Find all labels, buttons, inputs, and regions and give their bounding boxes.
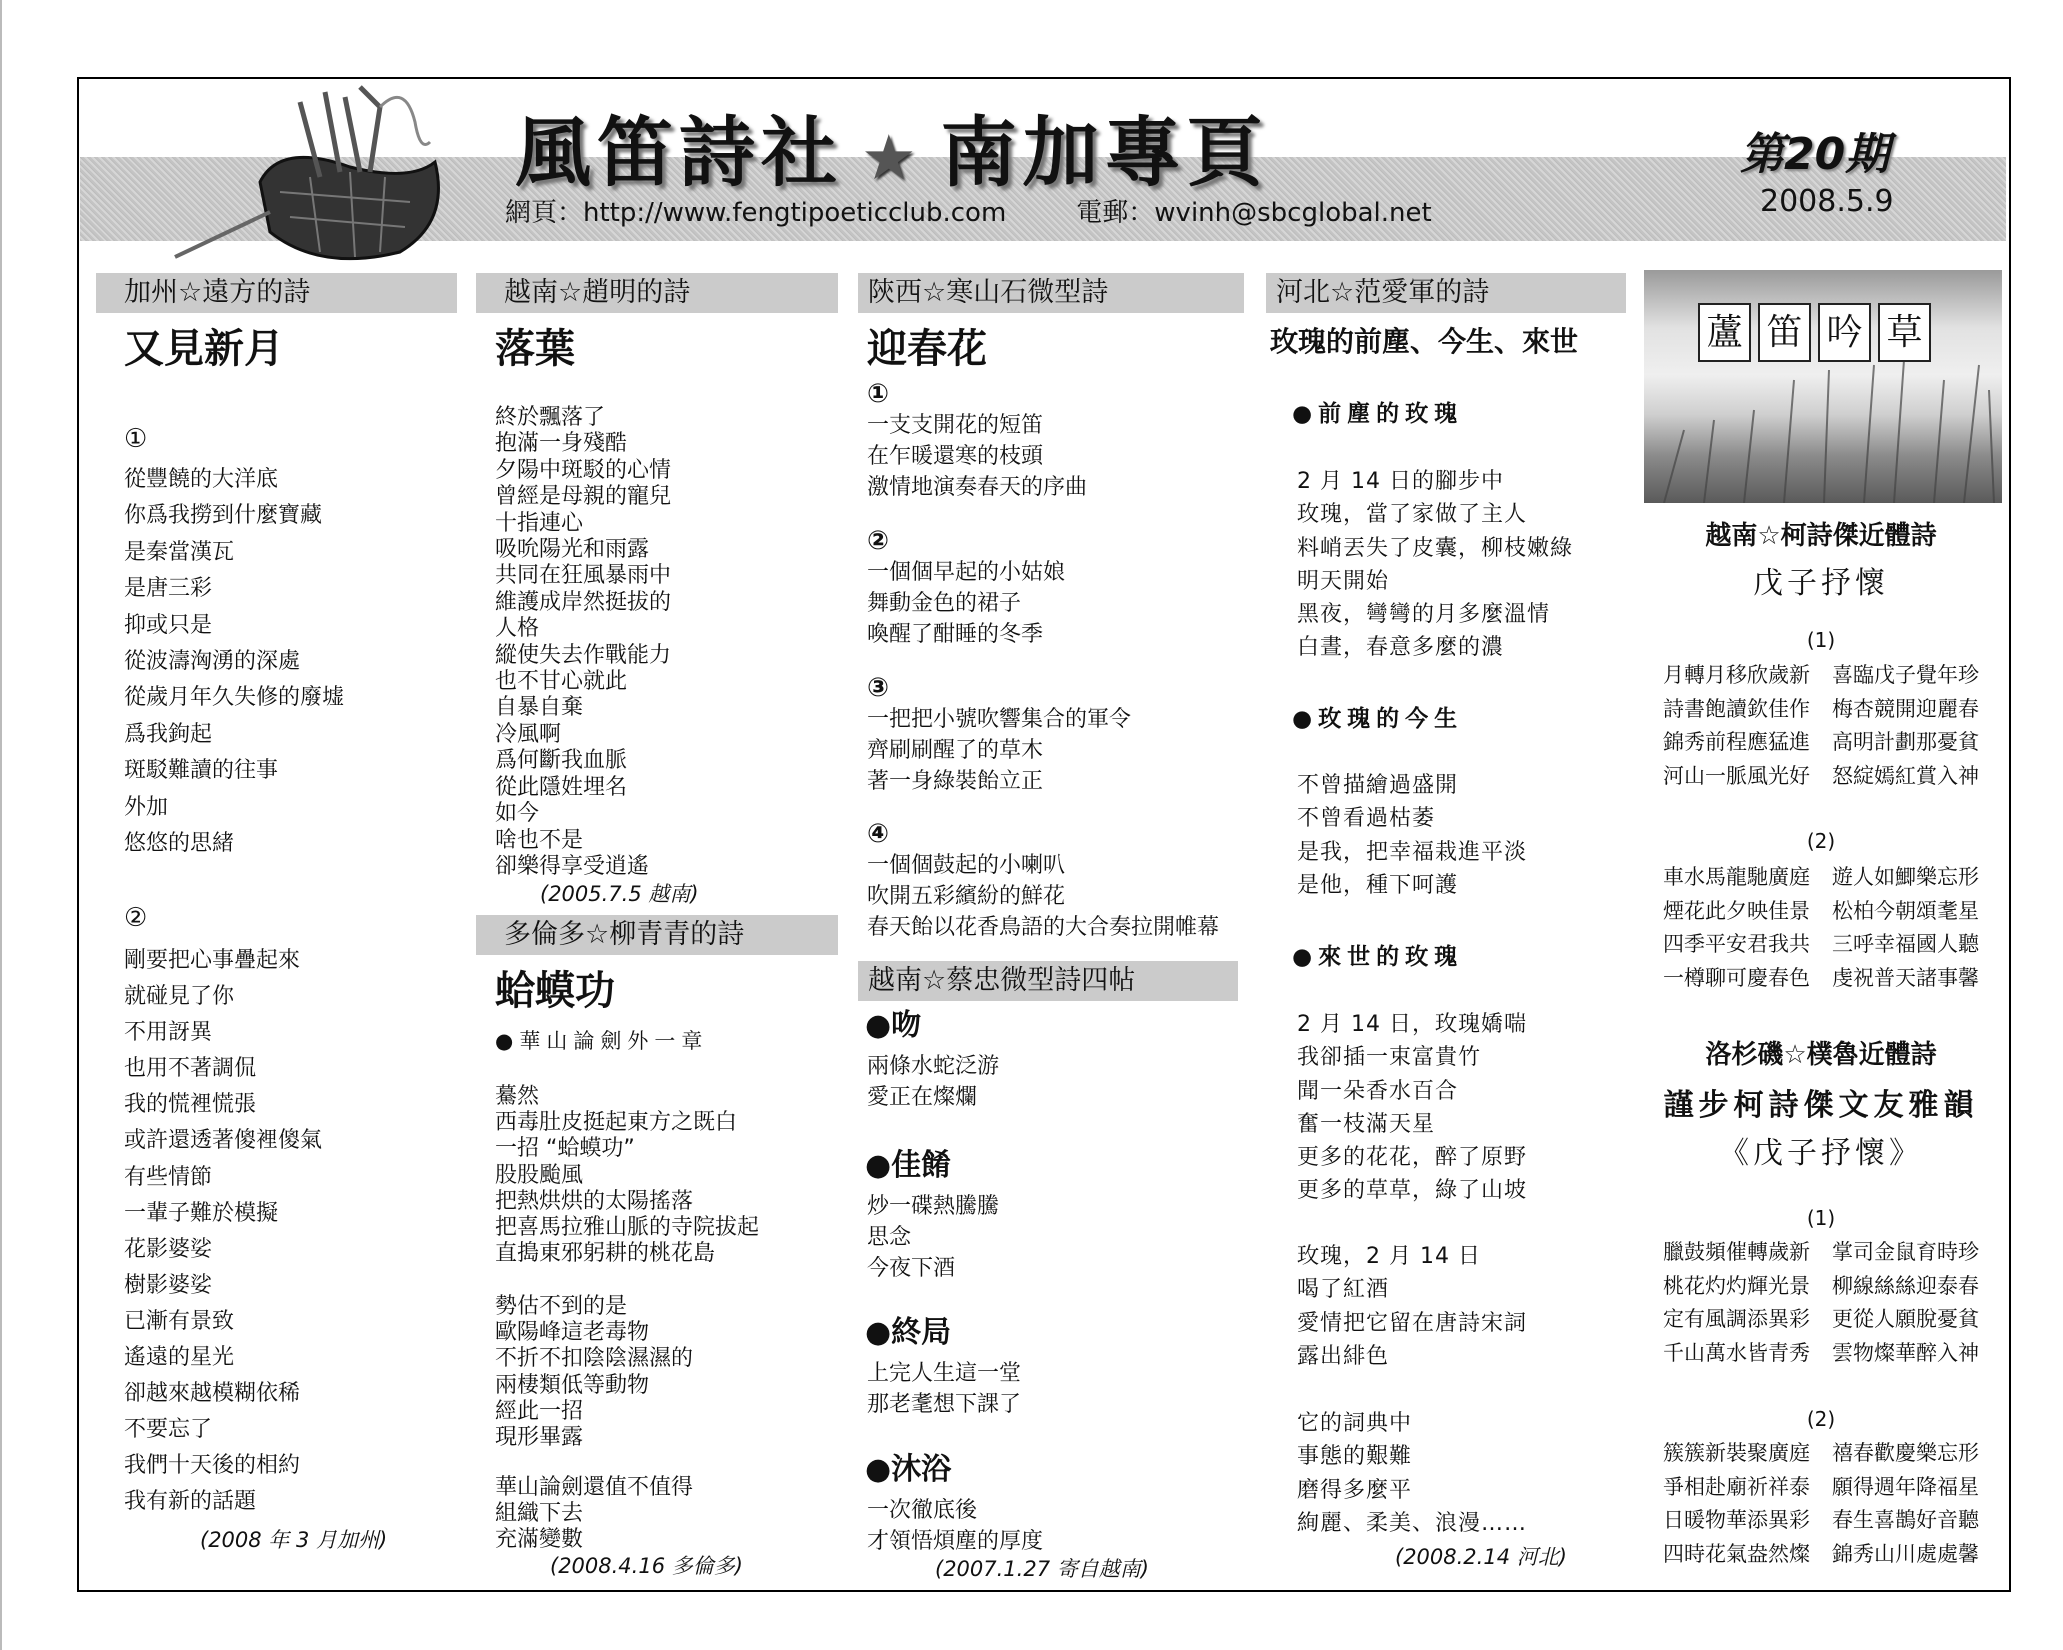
poem-line: 思念 [867, 1225, 912, 1250]
couplet-first-half: 四季平安君我共 [1663, 932, 1810, 957]
poem-line: 一個個鼓起的小喇叭 [867, 853, 1066, 878]
couplet-second-half: 柳線絲絲迎泰春 [1832, 1273, 1979, 1298]
poem-line: 不用訝異 [124, 1020, 213, 1046]
poem-line: 從豐饒的大洋底 [124, 467, 279, 492]
poem-line: 你爲我撈到什麼寶藏 [124, 503, 323, 529]
poem-line: 也不甘心就此 [495, 669, 628, 695]
couplet-second-half: 願得週年降福星 [1832, 1474, 1979, 1499]
poem-line: 一個個早起的小姑娘 [867, 560, 1066, 585]
poem-line: 直搗東邪躬耕的桃花島 [495, 1241, 716, 1267]
col2-signature2: (2008.4.16 多倫多) [550, 1554, 743, 1578]
micro-poem-lines [867, 1358, 1021, 1420]
col5-title1: 戊子抒懷 [1753, 566, 1889, 601]
couplet-line [1636, 1270, 2006, 1304]
col1-mark1: ① [124, 424, 148, 454]
col5-q2 [1636, 1437, 2006, 1571]
website-link[interactable]: 網頁：http://www.fengtipoeticclub.com [505, 198, 1007, 228]
couplet-first-half: 臘鼓頻催轉歲新 [1663, 1240, 1810, 1264]
col5-p1 [1636, 659, 2006, 793]
couplet-first-half: 定有風調添異彩 [1663, 1307, 1810, 1332]
banner-boxes [1698, 303, 1931, 362]
col3-title: 迎春花 [867, 326, 987, 372]
col3-header2: 越南☆蔡忠微型詩四帖 [858, 961, 1238, 1001]
poem-line: 著一身綠裝飴立正 [867, 769, 1044, 794]
couplet-second-half: 禧春歡慶樂忘形 [1832, 1441, 1979, 1465]
poem-line: 維護成岸然挺拔的 [495, 589, 672, 615]
email-link[interactable]: 電郵：wvinh@sbcglobal.net [1076, 198, 1432, 228]
couplet-second-half: 春生喜鵲好音聽 [1832, 1508, 1979, 1533]
poem-line: 炒一碟熱騰騰 [867, 1194, 1000, 1219]
poem-line: 今夜下酒 [867, 1256, 956, 1281]
poem-line: 十指連心 [495, 510, 584, 536]
banner-char: 蘆 [1698, 303, 1751, 362]
poem-line: 自暴自棄 [495, 695, 584, 721]
couplet-first-half: 詩書飽讀欽佳作 [1663, 696, 1810, 721]
poem-line: 聞一朵香水百合 [1297, 1078, 1459, 1104]
poem-line: 明天開始 [1297, 568, 1390, 594]
poem-line: 愛正在燦爛 [867, 1085, 978, 1110]
col4-s3: ●來世的玫瑰 [1292, 944, 1464, 970]
poem-line: 吹開五彩繽紛的鮮花 [867, 884, 1066, 909]
issue-date: 2008.5.9 [1760, 184, 1894, 219]
couplet-line [1636, 1236, 2006, 1270]
poem-line: 斑駁難讀的往事 [124, 758, 279, 784]
poem-line: 事態的艱難 [1297, 1444, 1413, 1470]
poem-line: 把喜馬拉雅山脈的寺院拔起 [495, 1215, 760, 1241]
col2-title: 落葉 [495, 326, 575, 372]
couplet-second-half: 更從人願脫憂貧 [1832, 1307, 1979, 1332]
couplet-line [1636, 1504, 2006, 1538]
col2-signature: (2005.7.5 越南) [540, 882, 699, 906]
poem-line: 喝了紅酒 [1297, 1277, 1390, 1303]
col4-s3-a [1297, 1008, 1527, 1208]
col2-block1 [495, 1084, 759, 1267]
section-lines [867, 850, 1219, 943]
poem-line: 喚醒了酣睡的冬季 [867, 622, 1044, 647]
section-lines [867, 410, 1087, 503]
couplet-first-half: 車水馬龍馳廣庭 [1663, 865, 1810, 889]
bagpipe-logo-icon [150, 82, 490, 262]
poem-line: 遙遠的星光 [124, 1345, 235, 1371]
couplet-first-half: 桃花灼灼輝光景 [1663, 1273, 1810, 1298]
couplet-second-half: 梅杏競開迎麗春 [1832, 696, 1979, 721]
poem-line: 從此隱姓埋名 [495, 774, 628, 800]
masthead-title [515, 92, 1269, 201]
couplet-second-half: 虔祝普天諸事馨 [1832, 965, 1979, 990]
col4-s2: ●玫瑰的今生 [1292, 706, 1464, 732]
poem-line: 吸吮陽光和雨露 [495, 537, 650, 563]
poem-line: 白晝，春意多麼的濃 [1297, 635, 1505, 661]
micro-poem-lines [867, 1191, 999, 1284]
col5-q1 [1636, 1236, 2006, 1370]
poem-line: 我卻插一束富貴竹 [1297, 1045, 1482, 1071]
col5-p2 [1636, 861, 2006, 995]
couplet-second-half: 松柏今朝頌耄星 [1832, 898, 1979, 923]
col2-block3 [495, 1475, 693, 1554]
col5-title2b: 《戊子抒懷》 [1719, 1136, 1923, 1171]
couplet-second-half: 掌司金鼠育時珍 [1832, 1240, 1979, 1264]
poem-line: 玫瑰，2 月 14 日 [1297, 1244, 1481, 1269]
poem-line: 我有新的話題 [124, 1489, 257, 1515]
poem-line: 上完人生這一堂 [867, 1361, 1022, 1386]
couplet-line [1636, 726, 2006, 760]
col1-part1 [124, 462, 344, 862]
col4-s3-b [1297, 1240, 1527, 1373]
poem-line: 不折不扣陰陰濕濕的 [495, 1346, 694, 1372]
couplet-line [1636, 962, 2006, 996]
poem-line: 從歲月年久失修的廢墟 [124, 685, 345, 711]
col5-p2-mark: (2) [1806, 829, 1836, 853]
poem-line: 共同在狂風暴雨中 [495, 563, 672, 589]
poem-line: 花影婆娑 [124, 1236, 213, 1262]
poem-line: 春天飴以花香鳥語的大合奏拉開帷幕 [867, 915, 1220, 940]
poem-line: 冷風啊 [495, 721, 562, 747]
poem-line: 卻越來越模糊依稀 [124, 1381, 301, 1407]
poem-line: 露出緋色 [1297, 1343, 1390, 1369]
couplet-first-half: 爭相赴廟祈祥泰 [1663, 1474, 1810, 1499]
couplet-first-half: 四時花氣盎然燦 [1663, 1541, 1810, 1566]
poem-line: 悠悠的思緒 [124, 831, 235, 857]
poem-line: 磨得多麼平 [1297, 1477, 1413, 1503]
poem-line: 夕陽中斑駁的心情 [495, 457, 672, 483]
poem-line: 2 月 14 日的腳步中 [1297, 469, 1504, 494]
poem-line: 我的慌裡慌張 [124, 1092, 257, 1118]
micro-poem-title: ●終局 [865, 1315, 952, 1350]
couplet-second-half: 雲物燦華醉入神 [1832, 1340, 1979, 1365]
banner-char: 草 [1878, 303, 1931, 362]
poem-line: 一輩子難於模擬 [124, 1200, 279, 1226]
poem-line: 是唐三彩 [124, 576, 213, 602]
poem-line: 才領悟煩塵的厚度 [867, 1529, 1044, 1554]
col1-title: 又見新月 [124, 326, 284, 372]
poem-line: 奮一枝滿天星 [1297, 1111, 1436, 1137]
couplet-first-half: 煙花此夕映佳景 [1663, 898, 1810, 923]
poem-line: 就碰見了你 [124, 984, 235, 1010]
poem-line: 樹影婆娑 [124, 1272, 213, 1298]
banner-char: 笛 [1758, 303, 1811, 362]
title-left: 風笛詩社 [515, 108, 843, 197]
poem-line: 一把把小號吹響集合的軍令 [867, 707, 1132, 732]
poem-line: 抑或只是 [124, 612, 213, 638]
poem-line: 組織下去 [495, 1501, 584, 1527]
poem-line: 那老耄想下課了 [867, 1392, 1022, 1417]
poem-line: 股股颱風 [495, 1162, 584, 1188]
col1-mark2: ② [124, 903, 148, 933]
couplet-second-half: 喜臨戊子覺年珍 [1832, 663, 1979, 687]
poem-line: 是他，種下呵護 [1297, 872, 1459, 898]
poem-line: 絢麗、柔美、浪漫…… [1297, 1510, 1528, 1536]
col1-part2 [124, 943, 322, 1521]
poem-line: 不曾看過枯萎 [1297, 806, 1436, 832]
poem-line: 經此一招 [495, 1398, 584, 1424]
page-edge [0, 0, 2, 1650]
section-lines [867, 557, 1065, 650]
couplet-line [1636, 1437, 2006, 1471]
poem-line: 啥也不是 [495, 827, 584, 853]
poem-line: 它的詞典中 [1297, 1411, 1413, 1436]
contact-line [505, 192, 1502, 229]
section-mark: ③ [867, 673, 890, 703]
section-mark: ② [867, 526, 890, 556]
poem-line: 在乍暖還寒的枝頭 [867, 444, 1044, 469]
poem-line: 勢估不到的是 [495, 1294, 628, 1319]
poem-line: 西毒肚皮挺起東方之既白 [495, 1110, 738, 1136]
micro-poem-title: ●沐浴 [865, 1452, 952, 1487]
couplet-line [1636, 895, 2006, 929]
col5-title2a: 謹步柯詩傑文友雅韻 [1663, 1088, 1979, 1123]
poem-line: 兩棲類低等動物 [495, 1372, 650, 1398]
col2-header2: 多倫多☆柳青青的詩 [476, 915, 838, 955]
micro-poem-title: ●吻 [865, 1008, 922, 1043]
poem-line: 從波濤洶湧的深處 [124, 649, 301, 675]
couplet-second-half: 錦秀山川處處馨 [1832, 1541, 1979, 1566]
poem-line: 黑夜，彎彎的月多麼溫情 [1297, 602, 1551, 628]
couplet-line [1636, 1471, 2006, 1505]
poem-line: 是我，把幸福栽進平淡 [1297, 839, 1528, 865]
poem-line: 剛要把心事疊起來 [124, 948, 301, 973]
col5-heading2: 洛杉磯☆樸魯近體詩 [1705, 1040, 1937, 1070]
couplet-line [1636, 1303, 2006, 1337]
poem-line: 縱使失去作戰能力 [495, 642, 672, 668]
couplet-first-half: 月轉月移欣歲新 [1663, 663, 1810, 687]
micro-poem-lines [867, 1495, 1043, 1557]
col4-title: 玫瑰的前塵、今生、來世 [1270, 325, 1579, 358]
poem-line: 不曾描繪過盛開 [1297, 773, 1459, 798]
col4-signature: (2008.2.14 河北) [1395, 1545, 1567, 1569]
col5-p1-mark: (1) [1806, 628, 1836, 652]
poem-line: 是秦當漢瓦 [124, 539, 235, 565]
section-mark: ④ [867, 819, 890, 849]
poem-line: 充滿變數 [495, 1527, 584, 1553]
col1-header: 加州☆遠方的詩 [96, 273, 457, 313]
poem-line: 有些情節 [124, 1164, 213, 1190]
poem-line: 驀然 [495, 1084, 540, 1109]
poem-line: 也用不著調侃 [124, 1056, 257, 1082]
poem-line: 玫瑰，當了家做了主人 [1297, 502, 1528, 528]
couplet-first-half: 千山萬水皆青秀 [1663, 1340, 1810, 1365]
poem-line: 愛情把它留在唐詩宋詞 [1297, 1310, 1528, 1336]
couplet-line [1636, 693, 2006, 727]
col4-header: 河北☆范愛軍的詩 [1266, 273, 1626, 313]
poem-line: 更多的花花，醉了原野 [1297, 1145, 1528, 1171]
poem-line: 舞動金色的裙子 [867, 591, 1022, 616]
section-mark: ① [867, 379, 890, 409]
col2-header: 越南☆趙明的詩 [476, 273, 838, 313]
col5-q2-mark: (2) [1806, 1407, 1836, 1431]
couplet-first-half: 日暖物華添異彩 [1663, 1508, 1810, 1533]
wheat-field-image [1644, 270, 2002, 503]
poem-line: 歐陽峰這老毒物 [495, 1320, 650, 1346]
col2-title2: 蛤蟆功 [495, 968, 615, 1014]
micro-poem-title: ●佳餚 [865, 1148, 952, 1183]
couplet-first-half: 錦秀前程應猛進 [1663, 730, 1810, 755]
col1-signature: (2008 年 3 月加州) [200, 1528, 388, 1552]
col4-s1-lines [1297, 465, 1573, 665]
poem-line: 曾經是母親的寵兒 [495, 484, 672, 510]
col3-header: 陝西☆寒山石微型詩 [858, 273, 1244, 313]
poem-line: 外加 [124, 794, 169, 820]
couplet-line [1636, 861, 2006, 895]
poem-line: 2 月 14 日，玫瑰嬌喘 [1297, 1012, 1527, 1037]
poem-line: 或許還透著傻裡傻氣 [124, 1128, 323, 1154]
poem-line: 爲何斷我血脈 [495, 748, 628, 774]
couplet-line [1636, 1337, 2006, 1371]
couplet-second-half: 高明計劃那憂貧 [1832, 730, 1979, 755]
poem-line: 華山論劍還值不值得 [495, 1475, 694, 1500]
star-icon: ★ [861, 121, 923, 194]
couplet-line [1636, 659, 2006, 693]
col4-s1: ●前塵的玫瑰 [1292, 401, 1464, 427]
poem-line: 已漸有景致 [124, 1308, 235, 1334]
poem-line: 更多的草草，綠了山坡 [1297, 1178, 1528, 1204]
poem-line: 齊刷刷醒了的草木 [867, 738, 1044, 763]
micro-poem-lines [867, 1051, 999, 1113]
col5-heading1: 越南☆柯詩傑近體詩 [1705, 521, 1937, 551]
poem-line: 卻樂得享受逍遙 [495, 853, 650, 879]
poem-line: 一次徹底後 [867, 1498, 978, 1523]
poem-line: 爲我鉤起 [124, 721, 213, 747]
col4-s2-lines [1297, 769, 1527, 902]
title-right: 南加專頁 [940, 108, 1269, 197]
poem-line: 把熱烘烘的太陽搖落 [495, 1188, 694, 1214]
couplet-second-half: 怒綻嫣紅賞入神 [1832, 763, 1979, 788]
col2-subtitle2: ●華山論劍外一章 [495, 1029, 709, 1053]
poem-line: 一招 “蛤蟆功” [495, 1136, 635, 1162]
poem-line: 我們十天後的相約 [124, 1453, 301, 1479]
poem-line: 現形畢露 [495, 1425, 584, 1451]
col5-q1-mark: (1) [1806, 1206, 1836, 1230]
couplet-first-half: 河山一脈風光好 [1663, 763, 1810, 788]
col3-signature: (2007.1.27 寄自越南) [935, 1557, 1149, 1581]
couplet-line [1636, 1538, 2006, 1572]
poem-line: 如今 [495, 801, 540, 827]
couplet-line [1636, 760, 2006, 794]
poem-line: 激情地演奏春天的序曲 [867, 475, 1088, 500]
couplet-second-half: 三呼幸福國人聽 [1832, 932, 1979, 957]
col2-block2 [495, 1294, 693, 1451]
poem-line: 不要忘了 [124, 1417, 213, 1443]
section-lines [867, 704, 1131, 797]
col2-lines [495, 405, 671, 880]
poem-line: 兩條水蛇泛游 [867, 1054, 1000, 1079]
poem-line: 終於飄落了 [495, 405, 606, 430]
col4-s3-c [1297, 1407, 1527, 1540]
couplet-first-half: 一樽聊可慶春色 [1663, 965, 1810, 990]
poem-line: 抱滿一身殘酷 [495, 431, 628, 457]
poem-line: 一支支開花的短笛 [867, 413, 1044, 438]
poem-line: 料峭丟失了皮囊，柳枝嫩綠 [1297, 535, 1574, 561]
couplet-first-half: 簇簇新裝聚廣庭 [1663, 1441, 1810, 1465]
banner-char: 吟 [1818, 303, 1871, 362]
issue-number: 第20期 [1740, 129, 1890, 180]
couplet-line [1636, 928, 2006, 962]
poem-line: 人格 [495, 616, 540, 642]
couplet-second-half: 遊人如鯽樂忘形 [1832, 865, 1979, 889]
